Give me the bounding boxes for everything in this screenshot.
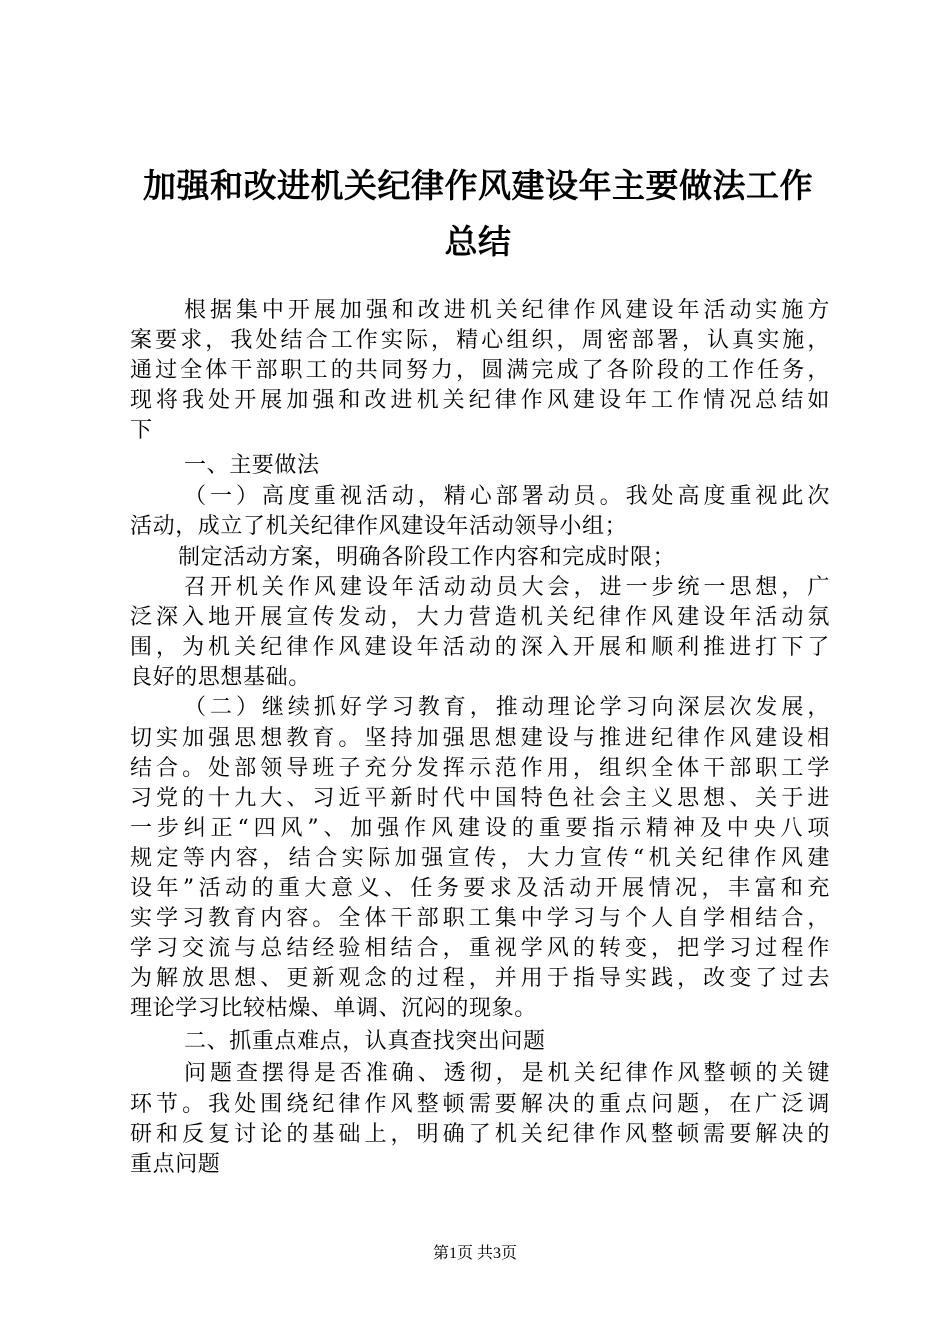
body-line: 学习交流与总结经验相结合，重视学风的转变，把学习过程作 (130, 936, 830, 961)
body-line: 重点问题 (130, 1152, 221, 1177)
body-line: 实学习教育内容。全体干部职工集中学习与个人自学相结合， (130, 906, 830, 931)
body-line: 围，为机关纪律作风建设年活动的深入开展和顺利推进打下了 (130, 635, 830, 660)
body-line: 习党的十九大、习近平新时代中国特色社会主义思想、关于进 (130, 786, 830, 811)
body-line: 环节。我处围绕纪律作风整顿需要解决的重点问题，在广泛调 (130, 1092, 830, 1117)
body-line: 结合。处部领导班子充分发挥示范作用，组织全体干部职工学 (130, 756, 830, 781)
body-line: 理论学习比较枯燥、单调、沉闷的现象。 (130, 996, 537, 1021)
body-line: 现将我处开展加强和改进机关纪律作风建设年工作情况总结如 (130, 388, 830, 413)
body-line: （二）继续抓好学习教育，推动理论学习向深层次发展， (184, 695, 830, 720)
body-line: 一步纠正“四风”、加强作风建设的重要指示精神及中央八项 (130, 816, 830, 841)
body-line: 为解放思想、更新观念的过程，并用于指导实践，改变了过去 (130, 966, 830, 991)
body-line: 规定等内容，结合实际加强宣传，大力宣传“机关纪律作风建 (130, 846, 830, 871)
section-heading: 一、主要做法 (184, 453, 320, 478)
body-line: 良好的思想基础。 (130, 665, 311, 690)
body-line: 活动，成立了机关纪律作风建设年活动领导小组； (130, 514, 628, 539)
section-heading: 二、抓重点难点，认真查找突出问题 (184, 1029, 546, 1054)
body-line: 问题查摆得是否准确、透彻，是机关纪律作风整顿的关键 (184, 1061, 830, 1086)
body-line: 泛深入地开展宣传发动，大力营造机关纪律作风建设年活动氛 (130, 605, 830, 630)
body-line: 设年”活动的重大意义、任务要求及活动开展情况，丰富和充 (130, 876, 830, 901)
body-line: 研和反复讨论的基础上，明确了机关纪律作风整顿需要解决的 (130, 1122, 830, 1147)
document-title-line-2: 总结 (444, 222, 512, 261)
body-line: 召开机关作风建设年活动动员大会，进一步统一思想，广 (184, 575, 830, 600)
body-line: 通过全体干部职工的共同努力，圆满完成了各阶段的工作任务， (130, 358, 830, 383)
body-line: 案要求，我处结合工作实际，精心组织，周密部署，认真实施， (130, 328, 830, 353)
body-line: 下 (130, 418, 153, 443)
body-line: 根据集中开展加强和改进机关纪律作风建设年活动实施方 (184, 298, 830, 323)
body-line: 制定活动方案，明确各阶段工作内容和完成时限； (178, 545, 676, 570)
body-line: 切实加强思想教育。坚持加强思想建设与推进纪律作风建设相 (130, 726, 830, 751)
body-line: （一）高度重视活动，精心部署动员。我处高度重视此次 (184, 484, 830, 509)
page-number-footer: 第1页 共3页 (432, 1245, 517, 1262)
document-title-line-1: 加强和改进机关纪律作风建设年主要做法工作 (143, 166, 813, 205)
